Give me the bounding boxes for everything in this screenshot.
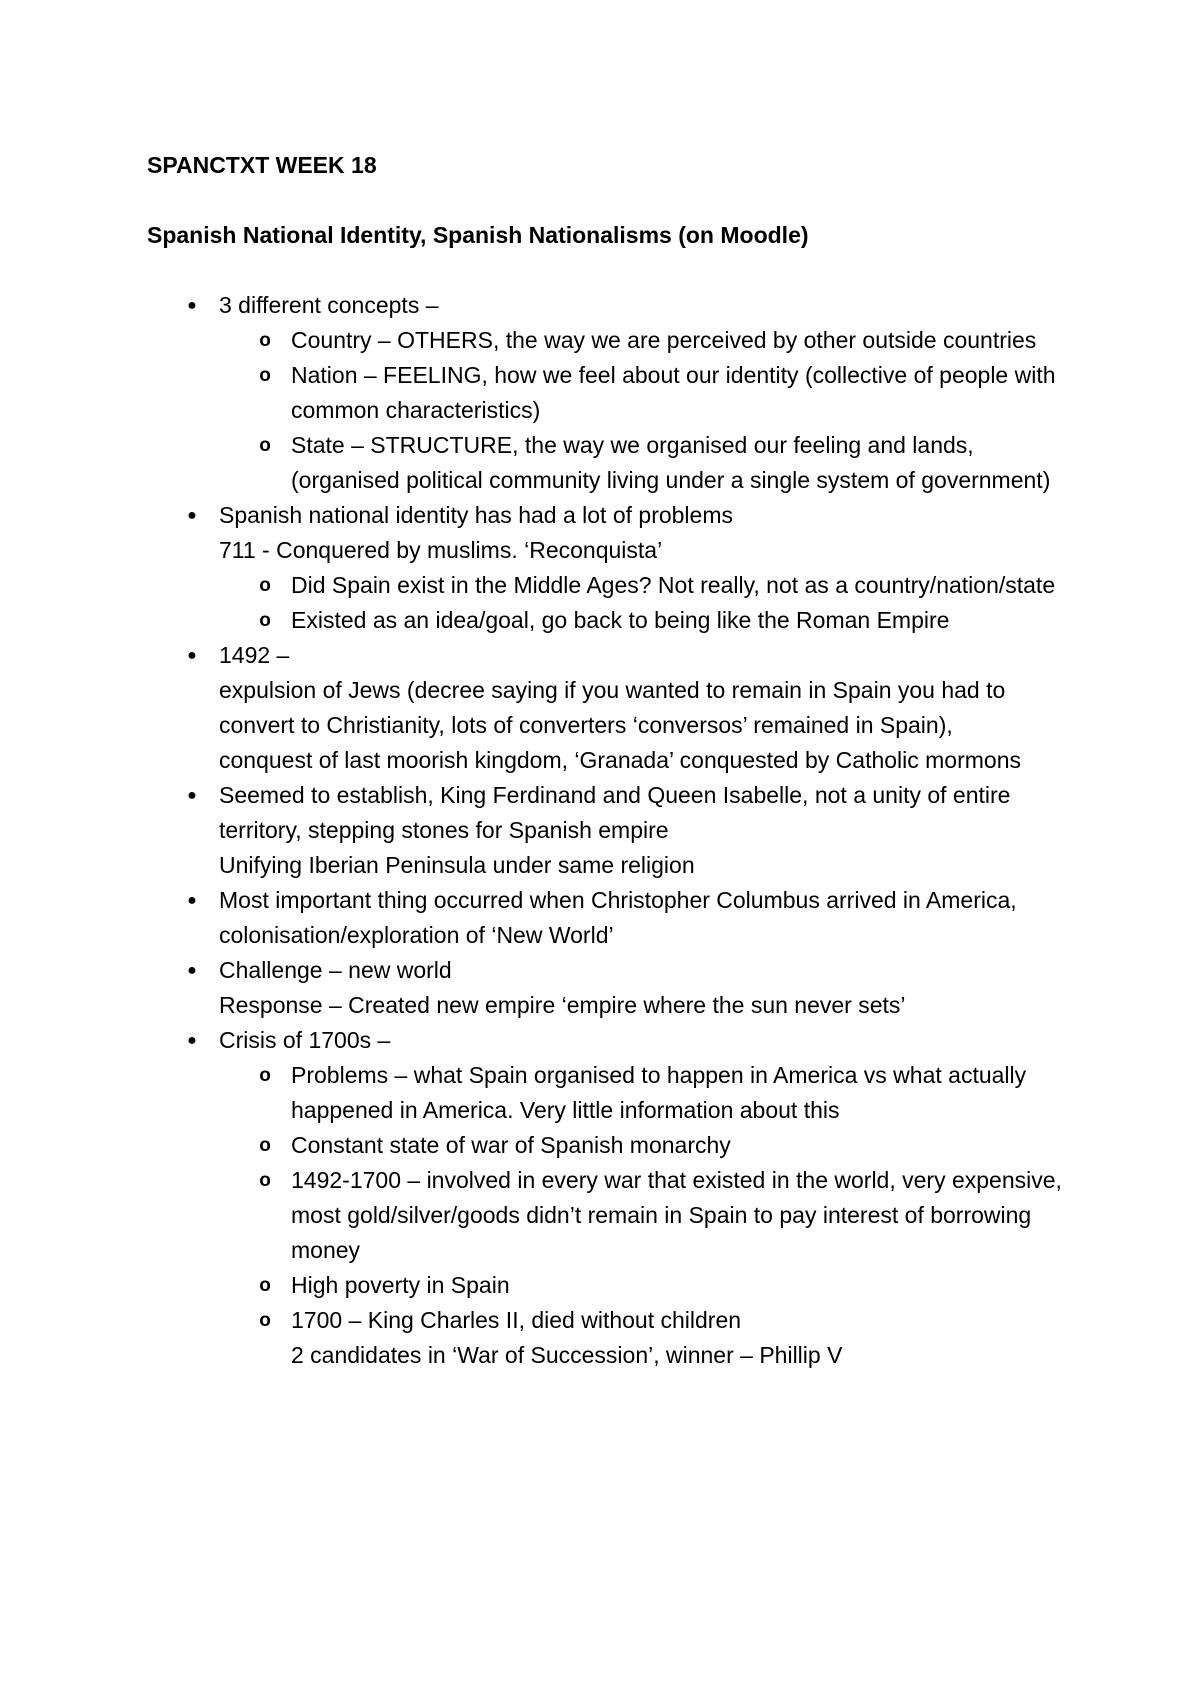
sub-item-text: Problems – what Spain organised to happen in America vs what actually happened in America. Very little information about this	[291, 1062, 1027, 1123]
bullet-icon: ●	[187, 507, 197, 524]
sub-list-item	[219, 323, 1080, 358]
sub-bullet-icon: o	[259, 1170, 271, 1191]
list-item-text: conquest of last moorish kingdom, ‘Granada’ conquested by Catholic mormons	[219, 747, 1022, 773]
list-item-text: expulsion of Jews (decree saying if you wanted to remain in Spain you had to convert to Christianity, lots of converters ‘conversos’ remained in Spain),	[219, 677, 1006, 738]
sub-bullet-icon: o	[259, 575, 271, 596]
bullet-icon: ●	[187, 1032, 197, 1049]
list-item-text: Challenge – new world	[219, 957, 452, 983]
sub-list	[219, 1058, 1080, 1373]
list-item-1492	[147, 638, 1080, 778]
sub-item-text: Existed as an idea/goal, go back to being like the Roman Empire	[291, 607, 950, 633]
sub-bullet-icon: o	[259, 1275, 271, 1296]
sub-item-text: State – STRUCTURE, the way we organised our feeling and lands, (organised political community living under a single system of government)	[291, 432, 1051, 493]
sub-item-text: Did Spain exist in the Middle Ages? Not really, not as a country/nation/state	[291, 572, 1056, 598]
document-subtitle: Spanish National Identity, Spanish Nationalisms (on Moodle)	[147, 222, 809, 248]
bullet-icon: ●	[187, 892, 197, 909]
list-item-text: 711 - Conquered by muslims. ‘Reconquista’	[219, 537, 663, 563]
sub-list-item	[219, 358, 1080, 428]
list-item-text: Spanish national identity has had a lot of problems	[219, 502, 733, 528]
sub-list-item	[219, 428, 1080, 498]
bullet-icon: ●	[187, 787, 197, 804]
bullet-icon: ●	[187, 297, 197, 314]
sub-item-text: Country – OTHERS, the way we are perceived by other outside countries	[291, 327, 1037, 353]
sub-bullet-icon: o	[259, 435, 271, 456]
list-item-text: Seemed to establish, King Ferdinand and Queen Isabelle, not a unity of entire territory, stepping stones for Spanish empire	[219, 782, 1011, 843]
sub-item-text: 2 candidates in ‘War of Succession’, winner – Phillip V	[291, 1342, 843, 1368]
list-item-text: Crisis of 1700s –	[219, 1027, 391, 1053]
bullet-icon: ●	[187, 962, 197, 979]
sub-list-item	[219, 1163, 1080, 1268]
bullet-icon: ●	[187, 647, 197, 664]
sub-list-item	[219, 1268, 1080, 1303]
list-item-text: Most important thing occurred when Christopher Columbus arrived in America, colonisation/exploration of ‘New World’	[219, 887, 1017, 948]
list-item-concepts	[147, 288, 1080, 498]
sub-item-text: High poverty in Spain	[291, 1272, 510, 1298]
list-item-challenge	[147, 953, 1080, 1023]
notes-list	[147, 288, 1080, 1373]
list-item-text: 1492 –	[219, 642, 290, 668]
sub-list-item	[219, 568, 1080, 603]
sub-bullet-icon: o	[259, 365, 271, 386]
sub-bullet-icon: o	[259, 1135, 271, 1156]
sub-list	[219, 323, 1080, 498]
sub-item-text: 1700 – King Charles II, died without children	[291, 1307, 742, 1333]
sub-bullet-icon: o	[259, 330, 271, 351]
list-item-text: Unifying Iberian Peninsula under same religion	[219, 852, 695, 878]
sub-item-text: Constant state of war of Spanish monarchy	[291, 1132, 731, 1158]
sub-bullet-icon: o	[259, 610, 271, 631]
sub-bullet-icon: o	[259, 1065, 271, 1086]
list-item-establish	[147, 778, 1080, 883]
sub-list-item	[219, 1128, 1080, 1163]
document-title: SPANCTXT WEEK 18	[147, 152, 377, 178]
sub-item-text: Nation – FEELING, how we feel about our identity (collective of people with common characteristics)	[291, 362, 1056, 423]
list-item-problems	[147, 498, 1080, 638]
sub-list-item	[219, 603, 1080, 638]
list-item-text: 3 different concepts –	[219, 292, 439, 318]
sub-item-text: 1492-1700 – involved in every war that existed in the world, very expensive, most gold/silver/goods didn’t remain in Spain to pay interest of borrowing money	[291, 1167, 1062, 1263]
list-item-crisis	[147, 1023, 1080, 1373]
sub-bullet-icon: o	[259, 1310, 271, 1331]
list-item-text: Response – Created new empire ‘empire where the sun never sets’	[219, 992, 906, 1018]
sub-list-item	[219, 1058, 1080, 1128]
list-item-columbus	[147, 883, 1080, 953]
sub-list-item	[219, 1303, 1080, 1373]
sub-list	[219, 568, 1080, 638]
